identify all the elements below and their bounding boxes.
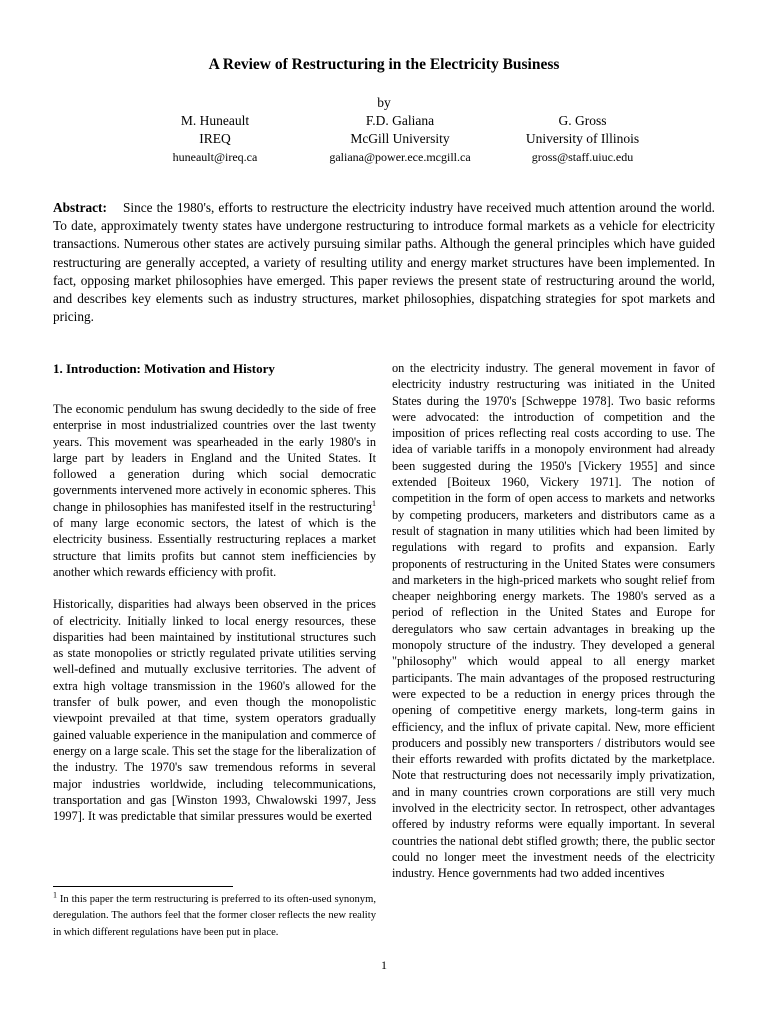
- by-line: by: [377, 95, 391, 110]
- page-number: 1: [381, 958, 387, 972]
- right-column: [392, 360, 715, 898]
- paragraph-2: Historically, disparities had always been observed in the prices of electricity. Initially linked to local energy resources, these disparities had been maintained by institutional structures such as state monopolies or strictly regulated private utilities serving well-defined and mutually exclusive territories. The advent of extra high voltage transmission in the 1960's allowed for the transfer of bulk power, and even though the monopolistic viewpoint prevailed at that time, system operators gradually gained valuable experience in the manipulation and commerce of energy on a large scale. This set the stage for the liberalization of the industry. The 1970's saw tremendous reforms in several major industries worldwide, including telecommunications, transportation and gas [Winston 1993, Chwalowski 1997, Jess 1997]. It was predictable that similar pressures would be exerted: [53, 597, 376, 824]
- author-email[interactable]: gross@staff.uiuc.edu: [531, 150, 634, 164]
- left-column: [53, 360, 376, 840]
- paragraph-text: The economic pendulum has swung decidedly to the side of free enterprise in most industrialized countries over the last twenty years. This movement was spearheaded in the early 1980's in large part by leaders in England and the United States. It followed a generation during which social democratic governments intervened more actively in economic spheres. This change in philosophies has manifested itself in the restructuring: [53, 402, 376, 514]
- footnote-text: In this paper the term restructuring is preferred to its often-used synonym, deregulation. The authors feel that the former closer reflects the new reality in which different regulations have been put in place.: [53, 894, 376, 938]
- author-block: [300, 112, 500, 166]
- paper-title: A Review of Restructuring in the Electricity Business: [208, 56, 560, 73]
- author-block: [495, 112, 670, 166]
- author-affiliation: McGill University: [350, 131, 450, 146]
- abstract-text: Since the 1980's, efforts to restructure the electricity industry have received much attention around the world. To date, approximately twenty states have undergone restructuring to introduce formal markets as a vehicle for electricity transactions. Numerous other states are actively pursuing similar paths. Although the general principles which have guided restructuring are generally accepted, a variety of resulting utility and energy market structures have been implemented. In fact, opposing market philosophies have emerged. This paper reviews the present state of restructuring around the world, and describes key elements such as industry structures, market philosophies, dispatching strategies for spot markets and pricing.: [53, 200, 715, 325]
- footnote: [53, 892, 376, 941]
- author-block: [145, 112, 285, 166]
- section-heading: 1. Introduction: Motivation and History: [53, 361, 275, 376]
- footnote-marker[interactable]: 1: [372, 498, 376, 508]
- paragraph-text: of many large economic sectors, the latest of which is the electricity business. Essentially restructuring replaces a market structure that limits profits but cannot stem inefficiencies by another which rewards efficiency with profit.: [53, 516, 376, 579]
- author-name: F.D. Galiana: [365, 113, 435, 128]
- paragraph-1: [53, 401, 376, 580]
- abstract-label: Abstract:: [53, 200, 107, 215]
- author-name: M. Huneault: [180, 113, 250, 128]
- paragraph-3: on the electricity industry. The general movement in favor of electricity industry restructuring was initiated in the United States during the 1970's [Schweppe 1978]. Two basic reforms were advocated: the introduction of competition and the imposition of prices reflecting real costs according to use. The idea of variable tariffs in a monopoly environment had already been suggested during the 1950's [Vickery 1955] and since extended [Boiteux 1960, Vickery 1971]. The notion of competition in the form of open access to markets and networks by competing producers, marketers and distributors came as a result of stagnation in many utilities which had been limited by regulations with regard to profits and expansion. Early proponents of restructuring in the United States were consumers and marketers in the high-priced markets who sought relief from cheaper neighboring energy markets. The 1980's served as a period of reflection in the United States and Europe for deregulators who saw certain advantages in breaking up the monopoly structure of the industry. They developed a general "philosophy" which would appeal to all energy market participants. The main advantages of the proposed restructuring were expected to be a reduction in energy prices through the opening of competitive energy markets, long-term gains in efficiency, and the influx of private capital. New, more efficient producers and possibly new transporters / distributors would see their efforts rewarded with profits dictated by the marketplace. Note that restructuring does not necessarily imply privatization, and in many countries crown corporations are still very much involved in the electricity sector. In retrospect, other advantages offered by industry reforms were equally important. In several countries the national debt stifled growth; there, the public sector could no longer meet the investment needs of the electricity industry. Hence governments had two added incentives: [392, 361, 715, 881]
- abstract: [53, 199, 715, 326]
- author-email[interactable]: galiana@power.ece.mcgill.ca: [329, 150, 471, 164]
- author-email[interactable]: huneault@ireq.ca: [172, 150, 258, 164]
- footnote-number: 1: [53, 890, 57, 900]
- author-affiliation: IREQ: [199, 131, 231, 146]
- author-affiliation: University of Illinois: [525, 131, 640, 146]
- author-name: G. Gross: [558, 113, 607, 128]
- footnote-divider: [53, 886, 233, 887]
